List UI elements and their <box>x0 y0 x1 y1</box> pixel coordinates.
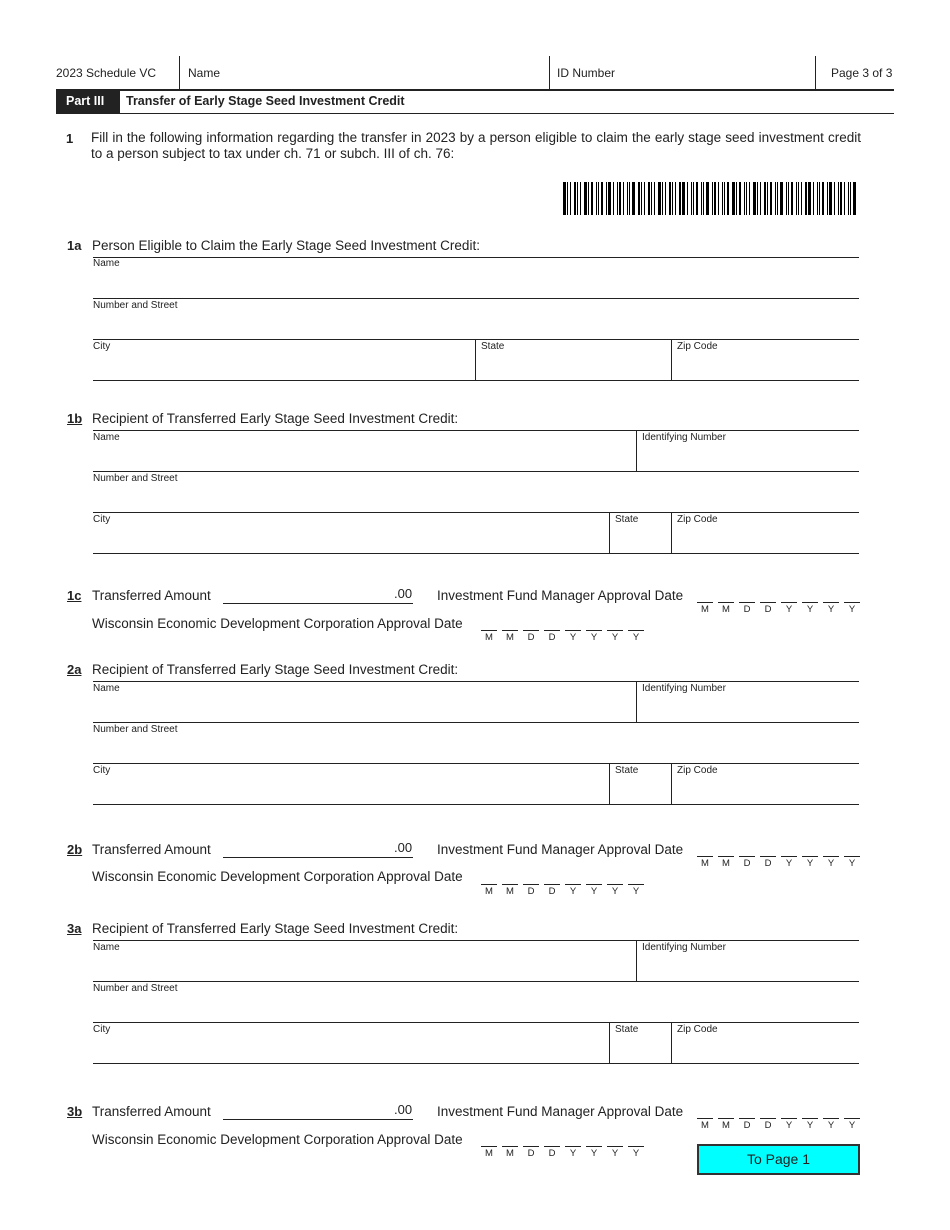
3b-amount-field[interactable] <box>223 1101 413 1120</box>
1a-zip-field[interactable] <box>672 341 859 379</box>
line3a-number: 3a <box>67 921 82 936</box>
barcode-image <box>563 182 861 215</box>
barcode-bar <box>840 182 842 215</box>
city-label: City <box>93 1024 111 1035</box>
transferred-label: Transferred Amount <box>92 588 211 603</box>
field-rule <box>93 1022 859 1023</box>
date-slot: Y <box>781 602 797 615</box>
2b-wedc-date-field[interactable] <box>481 884 644 897</box>
field-rule <box>93 553 859 554</box>
barcode-bar <box>788 182 789 215</box>
barcode-bar <box>641 182 642 215</box>
form-id: 2023 Schedule VC <box>56 66 157 80</box>
barcode-bar <box>669 182 671 215</box>
barcode-bar <box>829 182 832 215</box>
barcode-bar <box>658 182 661 215</box>
date-slot: Y <box>565 884 581 897</box>
barcode-bar <box>696 182 698 215</box>
line2a-number: 2a <box>67 662 82 677</box>
date-slot: Y <box>586 884 602 897</box>
barcode-bar <box>588 182 589 215</box>
idnum-label: Identifying Number <box>642 683 726 694</box>
city-label: City <box>93 765 111 776</box>
date-slot: Y <box>565 1146 581 1159</box>
barcode-bar <box>701 182 702 215</box>
date-slot: M <box>718 602 734 615</box>
barcode-bar <box>850 182 851 215</box>
date-slot: D <box>739 1118 755 1131</box>
line1-number: 1 <box>66 131 74 146</box>
field-rule <box>93 298 859 299</box>
field-rule <box>93 940 859 941</box>
barcode-bar <box>606 182 607 215</box>
date-slot: D <box>760 856 776 869</box>
name-label: Name <box>93 683 120 694</box>
barcode-bar <box>760 182 761 215</box>
date-slot: D <box>739 602 755 615</box>
barcode-bar <box>662 182 663 215</box>
header-rule <box>56 89 894 91</box>
barcode-bar <box>580 182 581 215</box>
barcode-bar <box>691 182 692 215</box>
barcode-bar <box>805 182 807 215</box>
date-slot: M <box>697 856 713 869</box>
barcode-bar <box>563 182 566 215</box>
divider <box>549 56 550 90</box>
part-rule <box>56 113 894 114</box>
barcode-bar <box>596 182 597 215</box>
part-tag: Part III <box>56 91 120 113</box>
barcode-bar <box>654 182 655 215</box>
barcode-bar <box>638 182 640 215</box>
date-slot: D <box>544 1146 560 1159</box>
date-slot: Y <box>607 884 623 897</box>
line3b-number: 3b <box>67 1104 83 1119</box>
barcode-bar <box>796 182 797 215</box>
date-slot: D <box>760 1118 776 1131</box>
page-number: Page 3 of 3 <box>831 66 893 80</box>
line3a-title: Recipient of Transferred Early Stage Seed Investment Credit: <box>92 921 459 936</box>
2a-street-field[interactable] <box>93 724 859 762</box>
date-slot: M <box>718 856 734 869</box>
barcode-bar <box>644 182 645 215</box>
wedc-date-label: Wisconsin Economic Development Corporation Approval Date <box>92 869 463 884</box>
line1a-title: Person Eligible to Claim the Early Stage Seed Investment Credit: <box>92 238 480 253</box>
ifm-date-label: Investment Fund Manager Approval Date <box>437 588 684 603</box>
3a-street-field[interactable] <box>93 983 859 1021</box>
barcode-bar <box>813 182 814 215</box>
zip-label: Zip Code <box>677 341 718 352</box>
line1b-title: Recipient of Transferred Early Stage Seed Investment Credit: <box>92 411 459 426</box>
barcode-bar <box>629 182 630 215</box>
date-slot: Y <box>628 630 644 643</box>
to-page-1-button[interactable]: To Page 1 <box>697 1144 860 1175</box>
date-slot: D <box>739 856 755 869</box>
2a-name-field[interactable] <box>93 683 636 721</box>
barcode-bar <box>767 182 768 215</box>
barcode-bar <box>801 182 802 215</box>
ifm-date-label: Investment Fund Manager Approval Date <box>437 842 684 857</box>
line1b-number: 1b <box>67 411 83 426</box>
barcode-bar <box>627 182 628 215</box>
transferred-label: Transferred Amount <box>92 1104 211 1119</box>
barcode-bar <box>675 182 676 215</box>
date-slot: D <box>523 1146 539 1159</box>
1b-name-field[interactable] <box>93 432 636 470</box>
field-rule <box>93 512 859 513</box>
barcode-bar <box>651 182 652 215</box>
date-slot: Y <box>781 856 797 869</box>
barcode-bar <box>665 182 666 215</box>
barcode-bar <box>632 182 635 215</box>
date-slot: Y <box>802 856 818 869</box>
date-slot: D <box>544 884 560 897</box>
transferred-label: Transferred Amount <box>92 842 211 857</box>
barcode-bar <box>619 182 621 215</box>
cents-label: .00 <box>394 586 413 601</box>
barcode-bar <box>623 182 624 215</box>
city-label: City <box>93 514 111 525</box>
barcode-bar <box>724 182 725 215</box>
1b-zip-field[interactable] <box>672 514 859 552</box>
state-label: State <box>615 514 639 525</box>
name-label: Name <box>93 432 120 443</box>
zip-label: Zip Code <box>677 765 718 776</box>
line1a-number: 1a <box>67 238 82 253</box>
1b-street-field[interactable] <box>93 473 859 511</box>
barcode-bar <box>703 182 704 215</box>
barcode-bar <box>617 182 618 215</box>
3a-state-field[interactable] <box>610 1024 671 1062</box>
state-label: State <box>615 1024 639 1035</box>
cents-label: .00 <box>394 1102 413 1117</box>
date-slot: M <box>481 884 497 897</box>
date-slot: D <box>544 630 560 643</box>
barcode-bar <box>706 182 709 215</box>
1a-state-field[interactable] <box>476 341 671 379</box>
barcode-bar <box>786 182 787 215</box>
date-slot: Y <box>781 1118 797 1131</box>
wedc-date-label: Wisconsin Economic Development Corporation Approval Date <box>92 1132 463 1147</box>
divider <box>815 56 816 90</box>
2a-id-field[interactable] <box>637 683 859 721</box>
barcode-bar <box>613 182 614 215</box>
state-label: State <box>615 765 639 776</box>
date-slot: M <box>718 1118 734 1131</box>
field-rule <box>93 804 859 805</box>
street-label: Number and Street <box>93 300 178 311</box>
date-slot: Y <box>607 1146 623 1159</box>
wedc-date-label: Wisconsin Economic Development Corporation Approval Date <box>92 616 463 631</box>
field-rule <box>93 380 859 381</box>
1c-wedc-date-field[interactable] <box>481 630 644 643</box>
header-id-label: ID Number <box>557 66 616 80</box>
2a-zip-field[interactable] <box>672 765 859 803</box>
date-slot: Y <box>628 884 644 897</box>
zip-label: Zip Code <box>677 514 718 525</box>
barcode-bar <box>791 182 793 215</box>
line1-text: Fill in the following information regarding the transfer in 2023 by a person eligible to claim the early stage seed investment credit to a person subject to tax under ch. 71 or subch. III of ch. 76: <box>91 130 861 161</box>
2a-city-field[interactable] <box>93 765 609 803</box>
3b-ifm-date-field[interactable] <box>697 1118 860 1131</box>
date-slot: Y <box>823 602 839 615</box>
barcode-bar <box>682 182 685 215</box>
date-slot: Y <box>586 630 602 643</box>
2a-state-field[interactable] <box>610 765 671 803</box>
barcode-bar <box>838 182 839 215</box>
field-rule <box>93 763 859 764</box>
date-slot: M <box>697 1118 713 1131</box>
3a-zip-field[interactable] <box>672 1024 859 1062</box>
1c-amount-field[interactable] <box>223 585 413 604</box>
date-slot: Y <box>802 1118 818 1131</box>
line2b-number: 2b <box>67 842 83 857</box>
date-slot: D <box>523 630 539 643</box>
2b-amount-field[interactable] <box>223 839 413 858</box>
barcode-bar <box>570 182 571 215</box>
barcode-bar <box>732 182 735 215</box>
3a-id-field[interactable] <box>637 942 859 980</box>
barcode-bar <box>853 182 856 215</box>
date-slot: Y <box>565 630 581 643</box>
date-slot: Y <box>802 602 818 615</box>
divider <box>179 56 180 90</box>
barcode-bar <box>608 182 611 215</box>
barcode-bar <box>764 182 766 215</box>
barcode-bar <box>827 182 828 215</box>
idnum-label: Identifying Number <box>642 942 726 953</box>
field-rule <box>93 257 859 258</box>
header-name-label: Name <box>188 66 221 80</box>
date-slot: M <box>481 630 497 643</box>
2b-ifm-date-field[interactable] <box>697 856 860 869</box>
barcode-bar <box>848 182 849 215</box>
name-label: Name <box>93 942 120 953</box>
barcode-bar <box>712 182 713 215</box>
date-slot: M <box>502 630 518 643</box>
1b-city-field[interactable] <box>93 514 609 552</box>
barcode-bar <box>744 182 745 215</box>
street-label: Number and Street <box>93 983 178 994</box>
barcode-bar <box>687 182 688 215</box>
date-slot: Y <box>823 1118 839 1131</box>
line1c-number: 1c <box>67 588 82 603</box>
barcode-bar <box>817 182 818 215</box>
ifm-date-label: Investment Fund Manager Approval Date <box>437 1104 684 1119</box>
date-slot: Y <box>844 1118 860 1131</box>
barcode-bar <box>819 182 820 215</box>
barcode-bar <box>749 182 750 215</box>
field-rule <box>93 430 859 431</box>
field-rule <box>93 681 859 682</box>
barcode-bar <box>722 182 723 215</box>
part-title: Transfer of Early Stage Seed Investment Credit <box>126 94 405 108</box>
barcode-bar <box>844 182 845 215</box>
barcode-bar <box>727 182 729 215</box>
barcode-bar <box>574 182 576 215</box>
3a-name-field[interactable] <box>93 942 636 980</box>
barcode-bar <box>780 182 783 215</box>
barcode-bar <box>679 182 681 215</box>
barcode-bar <box>753 182 756 215</box>
date-slot: M <box>481 1146 497 1159</box>
date-slot: M <box>697 602 713 615</box>
3a-city-field[interactable] <box>93 1024 609 1062</box>
state-label: State <box>481 341 505 352</box>
street-label: Number and Street <box>93 724 178 735</box>
barcode-bar <box>834 182 835 215</box>
1b-state-field[interactable] <box>610 514 671 552</box>
barcode-bar <box>798 182 799 215</box>
barcode-bar <box>718 182 719 215</box>
barcode-bar <box>601 182 603 215</box>
1a-city-field[interactable] <box>93 341 475 379</box>
city-label: City <box>93 341 111 352</box>
1a-street-field[interactable] <box>93 300 859 338</box>
cents-label: .00 <box>394 840 413 855</box>
1b-id-field[interactable] <box>637 432 859 470</box>
barcode-bar <box>598 182 599 215</box>
street-label: Number and Street <box>93 473 178 484</box>
barcode-bar <box>746 182 747 215</box>
date-slot: Y <box>607 630 623 643</box>
barcode-bar <box>822 182 824 215</box>
field-rule <box>93 471 859 472</box>
barcode-bar <box>648 182 650 215</box>
1a-name-field[interactable] <box>93 259 859 297</box>
barcode-bar <box>757 182 758 215</box>
1c-ifm-date-field[interactable] <box>697 602 860 615</box>
barcode-bar <box>577 182 578 215</box>
date-slot: Y <box>628 1146 644 1159</box>
barcode-bar <box>567 182 568 215</box>
field-rule <box>93 981 859 982</box>
3b-wedc-date-field[interactable] <box>481 1146 644 1159</box>
field-rule <box>93 339 859 340</box>
barcode-bar <box>808 182 811 215</box>
date-slot: Y <box>844 856 860 869</box>
date-slot: D <box>760 602 776 615</box>
barcode-bar <box>777 182 778 215</box>
barcode-bar <box>770 182 772 215</box>
barcode-bar <box>736 182 737 215</box>
barcode-bar <box>584 182 587 215</box>
name-label: Name <box>93 258 120 269</box>
barcode-bar <box>714 182 716 215</box>
line2a-title: Recipient of Transferred Early Stage Seed Investment Credit: <box>92 662 459 677</box>
barcode-bar <box>739 182 741 215</box>
date-slot: D <box>523 884 539 897</box>
date-slot: Y <box>823 856 839 869</box>
barcode-bar <box>672 182 673 215</box>
date-slot: Y <box>844 602 860 615</box>
idnum-label: Identifying Number <box>642 432 726 443</box>
zip-label: Zip Code <box>677 1024 718 1035</box>
date-slot: M <box>502 884 518 897</box>
barcode-bar <box>591 182 593 215</box>
field-rule <box>93 1063 859 1064</box>
date-slot: M <box>502 1146 518 1159</box>
barcode-bar <box>693 182 694 215</box>
barcode-bar <box>775 182 776 215</box>
field-rule <box>93 722 859 723</box>
date-slot: Y <box>586 1146 602 1159</box>
